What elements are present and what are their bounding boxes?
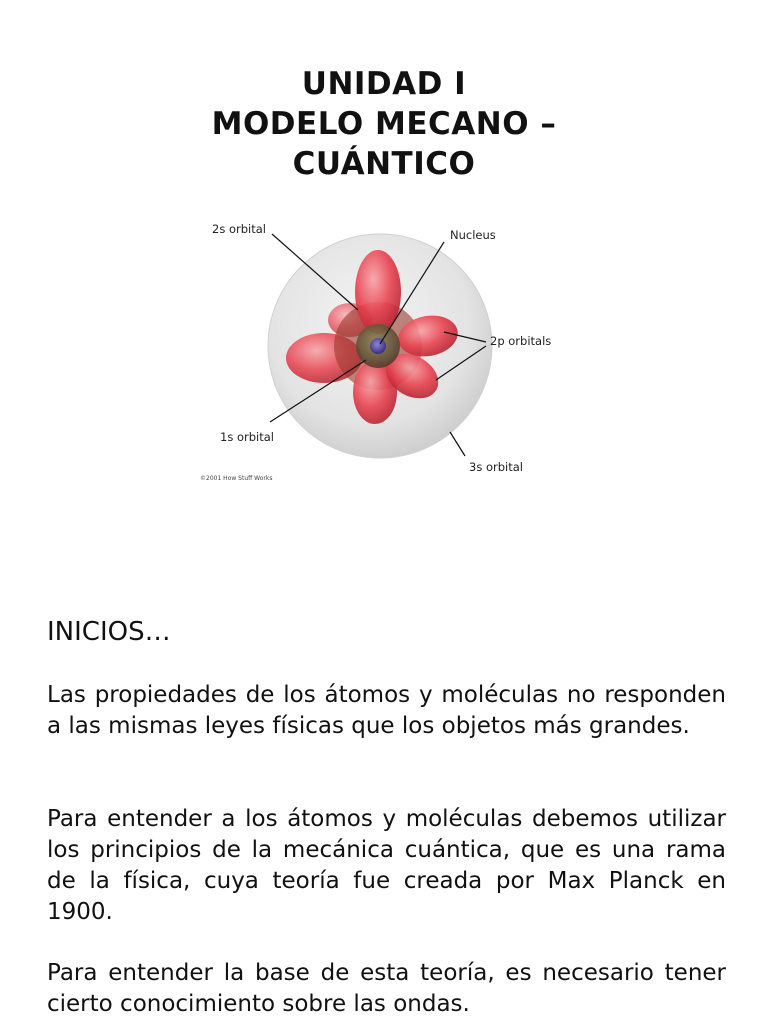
section-heading: INICIOS… — [47, 617, 171, 647]
label-2s-orbital: 2s orbital — [212, 222, 266, 236]
paragraph-3: Para entender la base de esta teoría, es necesario tener cierto conocimiento sobre las ondas. — [47, 960, 726, 1017]
page-title — [0, 64, 768, 184]
paragraph-1: Las propiedades de los átomos y moléculas no responden a las mismas leyes físicas que los objetos más grandes. — [47, 682, 726, 739]
title-line-3: CUÁNTICO — [292, 146, 476, 182]
figure-copyright: ©2001 How Stuff Works — [200, 475, 273, 482]
label-2p-orbitals: 2p orbitals — [490, 334, 552, 348]
label-3s-orbital: 3s orbital — [469, 460, 523, 474]
paragraph-2: Para entender a los átomos y moléculas debemos utilizar los principios de la mecánica cuántica, que es una rama de la física, cuya teoría fue creada por Max Planck en 1900. — [47, 806, 726, 925]
label-nucleus: Nucleus — [450, 228, 496, 242]
orbital-diagram — [190, 212, 580, 492]
atomic-orbitals-figure — [190, 212, 580, 492]
title-line-1: UNIDAD I — [301, 66, 467, 102]
nucleus-dot — [370, 338, 386, 354]
label-1s-orbital: 1s orbital — [220, 430, 274, 444]
title-line-2: MODELO MECANO – — [211, 106, 557, 142]
